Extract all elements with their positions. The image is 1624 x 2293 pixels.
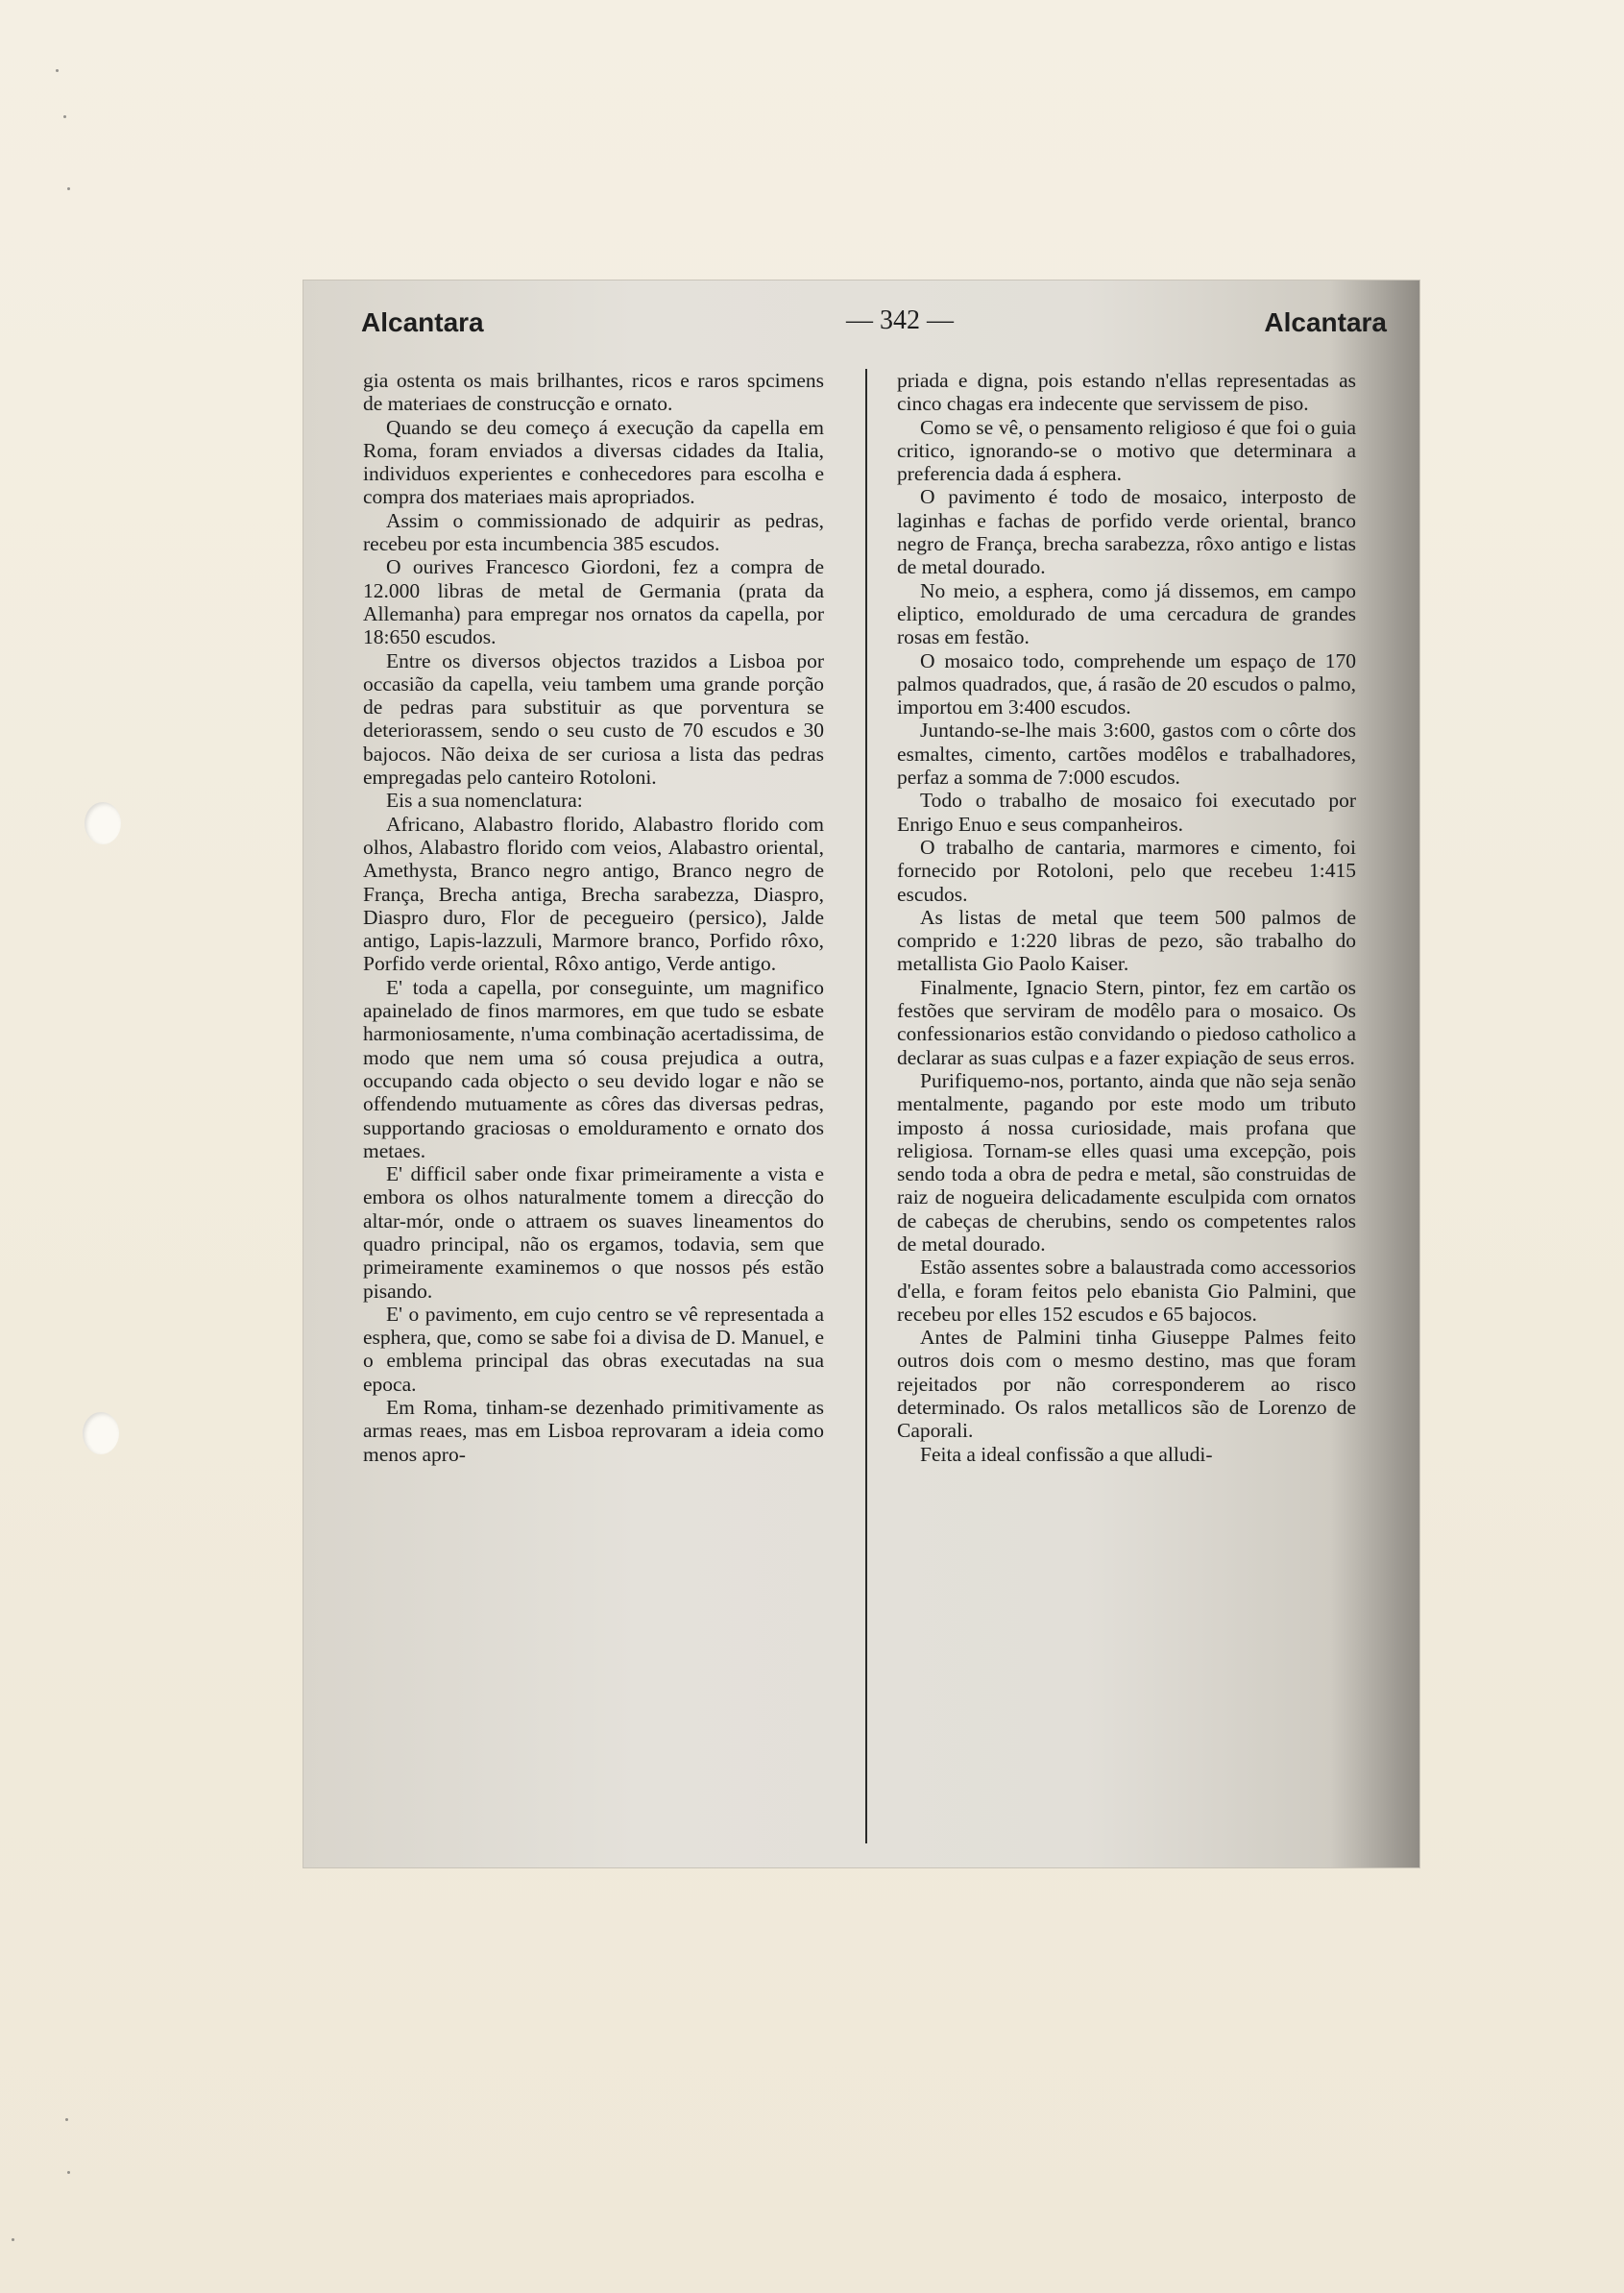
paragraph: Antes de Palmini tinha Giuseppe Palmes feito outros dois com o mesmo destino, mas que foram rejeitados por não corresponderem ao risco determinado. Os ralos metallicos são de Lorenzo de Caporali. — [897, 1326, 1356, 1443]
paragraph: Estão assentes sobre a balaustrada como accessorios d'ella, e foram feitos pelo ebanista Gio Palmini, que recebeu por elles 152 escudos e 65 bajocos. — [897, 1256, 1356, 1326]
paragraph: Finalmente, Ignacio Stern, pintor, fez em cartão os festões que serviram de modêlo para o mosaico. Os confessionarios estão convidando o piedoso catholico a declarar as suas culpas e a fazer expiação de seus erros. — [897, 975, 1356, 1069]
paragraph: Feita a ideal confissão a que alludi- — [920, 1442, 1213, 1466]
speck — [67, 187, 70, 190]
paragraph: priada e digna, pois estando n'ellas representadas as cinco chagas era indecente que servissem de piso. — [897, 369, 1356, 416]
paragraph: No meio, a esphera, como já dissemos, em campo eliptico, emoldurado de uma cercadura de grandes rosas em festão. — [897, 578, 1356, 649]
clipping-header — [361, 300, 1400, 348]
page-number: — 342 — — [846, 305, 954, 335]
column-divider — [865, 369, 867, 1843]
paragraph: Assim o commissionado de adquirir as pedras, recebeu por esta incumbencia 385 escudos. — [363, 508, 824, 556]
paragraph: E' toda a capella, por conseguinte, um magnifico apainelado de finos marmores, em que tudo se esbate harmoniosamente, n'uma combinação acertadissima, de modo que nem uma só cousa prejudica a outra, occupando cada objecto o seu devido logar e não se offendendo mutuamente as côres das diversas pedras, supportando graciosas o emolduramento e ornato dos metaes. — [363, 975, 824, 1162]
paragraph: Em Roma, tinham-se dezenhado primitivamente as armas reaes, mas em Lisboa reprovaram a ideia como menos apro- — [363, 1396, 824, 1466]
right-column — [897, 369, 1356, 1466]
paragraph: E' o pavimento, em cujo centro se vê representada a esphera, que, como se sabe foi a divisa de D. Manuel, e o emblema principal das obras executadas na sua epoca. — [363, 1302, 824, 1396]
speck — [63, 115, 66, 118]
paragraph: E' difficil saber onde fixar primeiramente a vista e embora os olhos naturalmente tomem a direcção do altar-mór, onde o attraem os suaves lineamentos do quadro principal, não os ergamos, todavia, sem que primeiramente examinemos o que nossos pés estão pisando. — [363, 1162, 824, 1303]
binder-hole-bottom — [83, 1412, 119, 1454]
paragraph: O pavimento é todo de mosaico, interposto de laginhas e fachas de porfido verde oriental, branco negro de França, brecha sarabezza, rôxo antigo e listas de metal dourado. — [897, 485, 1356, 579]
paragraph: Purifiquemo-nos, portanto, ainda que não seja senão mentalmente, pagando por este modo um tributo imposto á nossa curiosidade, mais profana que religiosa. Tornam-se elles quasi uma excepção, pois sendo toda a obra de pedra e metal, são construidas de raiz de nogueira delicadamente esculpida com ornatos de cabeças de cherubins, sendo os competentes ralos de metal dourado. — [897, 1068, 1356, 1256]
left-column — [363, 369, 824, 1466]
paragraph: Africano, Alabastro florido, Alabastro florido com olhos, Alabastro florido com veios, Alabastro oriental, Amethysta, Branco negro antigo, Branco negro de França, Brecha antiga, Brecha sarabezza, Diaspro, Diaspro duro, Flor de pecegueiro (persico), Jalde antigo, Lapis-lazzuli, Marmore branco, Porfido rôxo, Porfido verde oriental, Rôxo antigo, Verde antigo. — [363, 812, 824, 976]
paragraph: Todo o trabalho de mosaico foi executado por Enrigo Enuo e seus companheiros. — [897, 789, 1356, 836]
paragraph: O trabalho de cantaria, marmores e cimento, foi fornecido por Rotoloni, pelo que recebeu 1:415 escudos. — [897, 835, 1356, 906]
paragraph: O ourives Francesco Giordoni, fez a compra de 12.000 libras de metal de Germania (prata da Allemanha) para empregar nos ornatos da capella, por 18:650 escudos. — [363, 555, 824, 649]
paragraph: Como se vê, o pensamento religioso é que foi o guia critico, ignorando-se o motivo que determinara a preferencia dada á esphera. — [897, 415, 1356, 486]
speck — [12, 2238, 14, 2241]
binder-hole-top — [85, 802, 121, 844]
paragraph: gia ostenta os mais brilhantes, ricos e raros spcimens de materiaes de construcção e ornato. — [363, 369, 824, 416]
paragraph: Eis a sua nomenclatura: — [386, 789, 583, 813]
paragraph: As listas de metal que teem 500 palmos de comprido e 1:220 libras de pezo, são trabalho do metallista Gio Paolo Kaiser. — [897, 905, 1356, 976]
speck — [65, 2118, 68, 2121]
speck — [67, 2171, 70, 2174]
speck — [56, 69, 59, 72]
paragraph: O mosaico todo, comprehende um espaço de 170 palmos quadrados, que, á rasão de 20 escudos o palmo, importou em 3:400 escudos. — [897, 648, 1356, 720]
paragraph: Juntando-se-lhe mais 3:600, gastos com o côrte dos esmaltes, cimento, cartões modêlos e trabalhadores, perfaz a somma de 7:000 escudos. — [897, 719, 1356, 790]
newspaper-clipping — [303, 281, 1419, 1867]
header-left-title: Alcantara — [361, 307, 484, 337]
paragraph: Quando se deu começo á execução da capella em Roma, foram enviados a diversas cidades da Italia, individuos experientes e conhecedores para escolha e compra dos materiaes mais apropriados. — [363, 415, 824, 509]
paragraph: Entre os diversos objectos trazidos a Lisboa por occasião da capella, veiu tambem uma grande porção de pedras para substituir as que porventura se deteriorassem, sendo o seu custo de 70 escudos e 30 bajocos. Não deixa de ser curiosa a lista das pedras empregadas pelo canteiro Rotoloni. — [363, 648, 824, 790]
header-right-title: Alcantara — [1264, 307, 1387, 337]
